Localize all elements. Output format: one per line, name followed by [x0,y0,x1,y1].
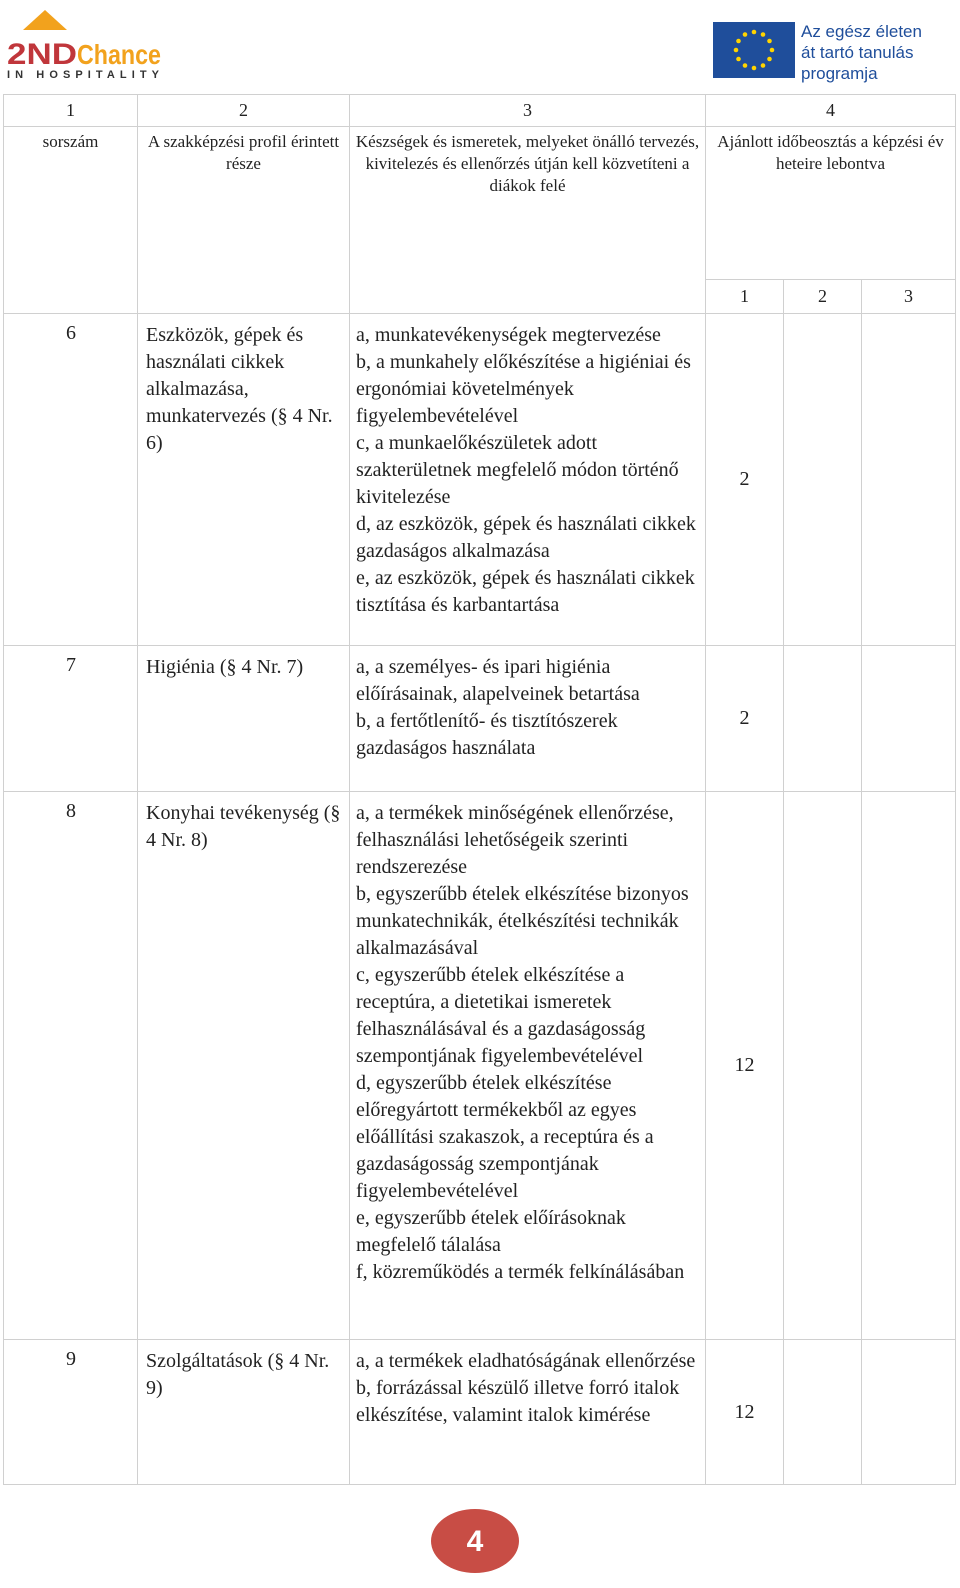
column-number-row [4,95,956,127]
row-category: Eszközök, gépek és használati cikkek alkalmazása, munkatervezés (§ 4 Nr. 6) [138,314,350,646]
week-value [862,792,956,1340]
column-header-row [4,127,956,280]
row-skills [350,646,706,792]
row-number: 6 [4,314,138,646]
sub-column: 2 [784,280,862,314]
svg-text:Chance: Chance [77,39,161,70]
skill-line: b, a fertőtlenítő- és tisztítószerek gazdaságos használata [356,710,618,759]
sub-column: 3 [862,280,956,314]
column-header-skills: Készségek és ismeretek, melyeket önálló tervezés, kivitelezés és ellenőrzés útján kell közvetíteni a diákok felé [350,127,706,314]
week-value: 2 [706,646,784,792]
logo-lifelong-learning [713,20,953,84]
table-row [4,1340,956,1485]
skill-line: b, forrázással készülő illetve forró italok elkészítése, valamint italok kimérése [356,1377,680,1426]
week-value: 2 [706,314,784,646]
skill-line: e, az eszközök, gépek és használati cikkek tisztítása és karbantartása [356,567,695,616]
column-number: 3 [350,95,706,127]
page-number-badge: 4 [431,1509,519,1573]
table-row [4,792,956,1340]
column-number: 1 [4,95,138,127]
svg-text:át tartó tanulás: át tartó tanulás [801,43,914,62]
week-value [862,646,956,792]
column-header-profile: A szakképzési profil érintett része [138,127,350,314]
skill-line: a, munkatevékenységek megtervezése [356,324,661,346]
svg-text:IN HOSPITALITY: IN HOSPITALITY [7,69,159,81]
skill-line: a, a termékek eladhatóságának ellenőrzése [356,1350,696,1372]
week-value [784,792,862,1340]
skill-line: a, a személyes- és ipari higiénia előírásainak, alapelveinek betartása [356,656,640,705]
row-number: 8 [4,792,138,1340]
column-number: 4 [706,95,956,127]
skill-line: f, közreműködés a termék felkínálásában [356,1261,685,1283]
skill-line: a, a termékek minőségének ellenőrzése, felhasználási lehetőségeik szerinti rendszerezése [356,802,674,878]
row-number: 9 [4,1340,138,1485]
table-row [4,646,956,792]
week-value [862,314,956,646]
column-number: 2 [138,95,350,127]
row-skills [350,792,706,1340]
svg-text:programja: programja [801,64,878,83]
sub-column: 1 [706,280,784,314]
row-category: Higiénia (§ 4 Nr. 7) [138,646,350,792]
row-category: Konyhai tevékenység (§ 4 Nr. 8) [138,792,350,1340]
skill-line: c, a munkaelőkészületek adott szakterületnek megfelelő módon történő kivitelezése [356,432,679,508]
row-number: 7 [4,646,138,792]
week-value [784,646,862,792]
week-value [784,1340,862,1485]
curriculum-table [3,94,956,1485]
week-value [784,314,862,646]
column-header-sorszam: sorszám [4,127,138,314]
skill-line: c, egyszerűbb ételek elkészítése a receptúra, a dietetikai ismeretek felhasználásával és a gazdaságosság szempontjának figyelembevételével [356,964,646,1067]
skill-line: b, egyszerűbb ételek elkészítése bizonyos munkatechnikák, ételkészítési technikák alkalmazásával [356,883,689,959]
row-category: Szolgáltatások (§ 4 Nr. 9) [138,1340,350,1485]
skill-line: d, egyszerűbb ételek elkészítése előregyártott termékekből az egyes előállítási szakaszok, a receptúra és a gazdaságosság szempontjának figyelembevételével [356,1072,654,1202]
table-row [4,314,956,646]
row-skills [350,314,706,646]
svg-text:Az egész életen: Az egész életen [801,22,922,41]
week-value: 12 [706,792,784,1340]
svg-text:2ND: 2ND [7,38,77,71]
logo-2nd-chance [5,8,165,80]
skill-line: b, a munkahely előkészítése a higiéniai és ergonómiai követelmények figyelembevételével [356,351,691,427]
column-header-schedule: Ajánlott időbeosztás a képzési év heteire lebontva [706,127,956,280]
week-value [862,1340,956,1485]
skill-line: d, az eszközök, gépek és használati cikkek gazdaságos alkalmazása [356,513,696,562]
row-skills [350,1340,706,1485]
week-value: 12 [706,1340,784,1485]
skill-line: e, egyszerűbb ételek előírásoknak megfelelő tálalása [356,1207,626,1256]
